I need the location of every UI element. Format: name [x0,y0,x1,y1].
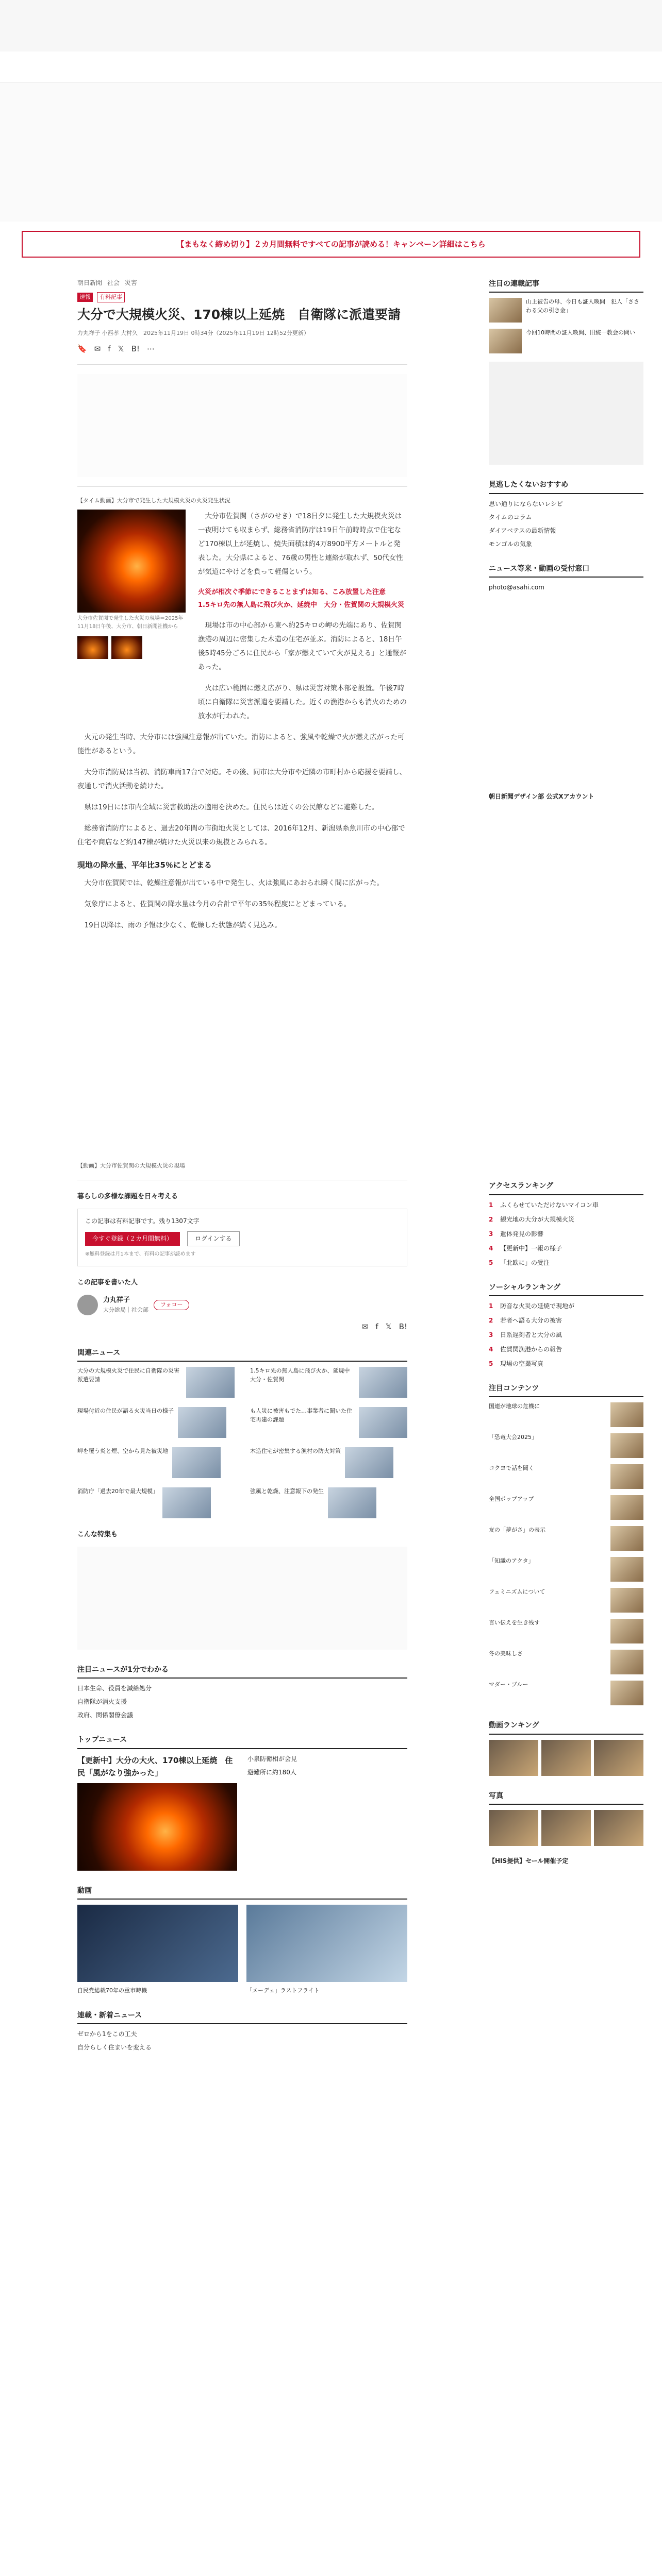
paragraph: 火元の発生当時、大分市には強風注意報が出ていた。消防によると、強風や乾燥で火が燃え広がった可能性があるという。 [77,733,405,756]
bookmark-icon[interactable]: 🔖 [77,344,87,354]
sidebar-title: ソーシャルランキング [489,1282,643,1296]
list-item[interactable]: 国連が地球の危機に [489,1402,643,1427]
sidebar-title: 写真 [489,1790,643,1805]
paragraph: 火は広い範囲に燃え広がり、県は災害対策本部を設置。午後7時頃に自衛隊に災害派遣を要請した。近くの漁港からも消火のための放水が行われた。 [198,684,407,721]
photo-carousel[interactable] [489,1810,643,1846]
ad-slot [489,805,643,1166]
list-item[interactable]: 避難所に約180人 [247,1768,296,1776]
list-item[interactable]: ゼロから1をこの工夫 [77,2030,137,2038]
ranking-item[interactable]: 5 「北欧に」の受注 [489,1259,550,1266]
list-item[interactable]: 1.5キロ先の無人島に飛び火か、延焼中 大分・佐賀関 [250,1367,407,1398]
list-item[interactable]: モンゴルの気象 [489,540,533,548]
more-icon[interactable]: ⋯ [146,344,155,354]
list-item[interactable]: 現場付近の住民が語る火災当日の様子 [77,1407,235,1438]
related-news-grid [77,1367,407,1518]
list-item[interactable]: フェミニズムについて [489,1588,643,1613]
breadcrumb-item[interactable]: 朝日新聞 [77,279,103,286]
share-bar [77,343,407,355]
breaking-badge: 速報 [77,293,93,302]
sidebar-title: 動画ランキング [489,1720,643,1734]
author-role: 大分総局｜社会部 [103,1307,148,1314]
fire-photo[interactable] [77,510,186,613]
ad-slot [77,940,407,1161]
related-news-title: 関連ニュース [77,1347,407,1362]
article-title: 大分で大規模火災、170棟以上延焼 自衛隊に派遣要請 [77,307,401,322]
paragraph: 総務省消防庁によると、過去20年間の市街地火災としては、2016年12月、新潟県糸魚川市の中心部で住宅や商店など約147棟が焼けた火災以来の規模とみられる。 [77,824,405,847]
email-icon[interactable]: ✉ [94,344,101,354]
hatena-icon[interactable]: B! [399,1321,407,1331]
list-item[interactable]: タイムのコラム [489,513,532,521]
author-heading: この記事を書いた人 [77,1279,138,1287]
sidebar-title: 注目コンテンツ [489,1383,643,1397]
ranking-item[interactable]: 1 ふくらせていただけないマイコン車 [489,1201,599,1209]
ranking-item[interactable]: 3 遺体発見の影響 [489,1230,544,1238]
follow-button[interactable]: フォロー [154,1300,189,1310]
sidebar-title: 見逃したくないおすすめ [489,479,643,494]
ranking-item[interactable]: 2 若者へ語る大分の被害 [489,1316,562,1324]
email-link[interactable]: photo@asahi.com [489,584,544,591]
video-slot [77,374,407,477]
photo-thumb[interactable] [111,636,142,659]
sale-link[interactable]: 【HIS提供】セール開催予定 [489,1857,569,1865]
sidebar [489,278,643,1870]
video-carousel[interactable] [489,1740,643,1776]
promo-link[interactable]: 朝日新聞デザイン部 公式Xアカウント [489,793,594,801]
recommend-title: こんな特集も [77,1531,118,1539]
paid-badge: 有料記事 [97,292,125,302]
list-item[interactable]: 政府、関係閣僚会議 [77,1711,134,1719]
subheading: 現地の降水量、平年比35％にとどまる [77,860,212,870]
list-item[interactable]: 自衛隊が消火支援 [77,1698,127,1706]
related-link[interactable]: 1.5キロ先の無人島に飛び火か、延焼中 大分・佐賀関の大規模火災 [198,601,405,609]
article-main [77,278,407,2056]
list-item[interactable]: 日本生命、役員を減給処分 [77,1685,152,1692]
video-title: 動画 [77,1885,407,1900]
list-item[interactable]: 木造住宅が密集する漁村の防火対策 [250,1447,407,1478]
paragraph: 19日以降は、雨の予報は少なく、乾燥した状態が続く見込み。 [77,921,282,930]
breadcrumb [77,278,407,288]
hatena-icon[interactable]: B! [131,344,140,354]
list-item[interactable]: 友の「夢がさ」の表示 [489,1526,643,1551]
register-button[interactable]: 今すぐ登録（２カ月間無料） [85,1232,180,1246]
avatar[interactable] [77,1295,98,1315]
list-item[interactable]: 今回10時間の証人喚問、旧統一教会の問い [489,329,643,353]
video-caption[interactable]: 「メーデェ」ラストフライト [246,1987,320,1994]
list-item[interactable]: 岬を覆う炎と煙、空から見た被災地 [77,1447,235,1478]
photo-caption: 大分市佐賀関で発生した火災の現場＝2025年11月18日午後、大分市、朝日新聞社機から [77,615,184,630]
related-link[interactable]: 火災が相次ぐ季節にできることまずは知る、こみ放置した注意 [198,588,386,596]
author-name[interactable]: 力丸祥子 [103,1296,130,1304]
list-item[interactable]: 冬の美味しさ [489,1650,643,1674]
byline: 力丸祥子 小西孝 大村久 2025年11月19日 0時34分（2025年11月19日 12時52分更新） [77,329,309,336]
x-icon[interactable]: 𝕏 [118,344,124,354]
ranking-item[interactable]: 4 佐賀関漁港からの報告 [489,1345,562,1353]
paywall [77,1209,407,1266]
video-thumb[interactable] [246,1905,407,1982]
breadcrumb-item[interactable]: 災害 [124,279,137,286]
list-item[interactable]: 山上被告の母、今日も証人喚問 犯人「ささわる父の引き金」 [489,298,643,323]
video-caption: 【タイム動画】大分市で発生した大規模火災の火災発生状況 [77,497,230,504]
x-icon[interactable]: 𝕏 [385,1321,392,1331]
ranking-item[interactable]: 1 防音な火災の延焼で現地が [489,1302,575,1310]
list-item[interactable]: ダイアベテスの最新情報 [489,527,556,534]
list-item[interactable]: 言い伝えを生き残す [489,1619,643,1643]
paragraph: 気象庁によると、佐賀関の降水量は今月の合計で平年の35％程度にとどまっている。 [77,900,351,909]
paragraph: 大分市佐賀関では、乾燥注意報が出ている中で発生し、火は強風にあおられ瞬く間に広がった。 [77,879,384,888]
top-news-photo[interactable] [77,1783,237,1871]
paragraph: 大分市消防局は当初、消防車両17台で対応。その後、同市は大分市や近隣の市町村から応援を要請し、夜通しで消火活動を続けた。 [77,768,407,791]
ranking-item[interactable]: 2 観光地の大分が大規模火災 [489,1215,575,1223]
photo-thumb[interactable] [77,636,108,659]
top-headline[interactable]: 【更新中】大分の大火、170棟以上延焼 住民「風がなり強かった」 [77,1755,233,1777]
timeline-title: 注目ニュースが1分でわかる [77,1664,407,1679]
email-icon[interactable]: ✉ [361,1321,369,1331]
video-caption[interactable]: 自民党総裁70年の重市時機 [77,1987,147,1994]
sidebar-title: ニュース等来・動画の受付窓口 [489,563,643,578]
paywall-note: ※無料登録は月1本まで、有料の記事が読めます [85,1251,196,1258]
ranking-item[interactable]: 3 日系遅刻者と大分の風 [489,1331,562,1338]
list-item[interactable]: も人災に被害もでた…事業者に聞いた住宅再建の課題 [250,1407,407,1438]
list-item[interactable]: 自分らしく住まいを変える [77,2044,152,2052]
ad-slot [489,596,643,792]
list-item[interactable]: 「恐竜大会2025」 [489,1433,643,1458]
paywall-title: 暮らしの多様な課題を日々考える [77,1192,178,1200]
top-news-title: トップニュース [77,1734,407,1749]
list-item[interactable]: 「知識のアクタ」 [489,1557,643,1582]
author-card [77,1295,407,1315]
paragraph: 県は19日には市内全域に災害救助法の適用を決めた。住民らは近くの公民館などに避難した。 [77,803,379,812]
list-item[interactable]: 消防庁「過去20年で最大規模」 [77,1487,235,1518]
list-item[interactable]: 大分の大規模火災で住民に自衛隊の災害派遣要請 [77,1367,235,1398]
opinion-title: 連載・新着ニュース [77,2010,407,2024]
paragraph: 現場は市の中心部から東へ約25キロの岬の先端にあり、佐賀関漁港の周辺に密集した木造の住宅が並ぶ。消防によると、18日午後5時45分ごろに住民から「家が燃えていて火が見える」と通報があった。 [198,621,406,672]
ranking-item[interactable]: 4 【更新中】一報の様子 [489,1244,562,1252]
ranking-item[interactable]: 5 現場の空撮写真 [489,1360,544,1367]
sidebar-title: 注目の連載記事 [489,278,643,293]
facebook-icon[interactable]: f [375,1321,378,1331]
video-thumb[interactable] [77,1905,238,1982]
sidebar-title: アクセスランキング [489,1180,643,1195]
list-item[interactable]: 全国ポップアップ [489,1495,643,1520]
share-bar [77,1320,407,1333]
article-lead: 大分市佐賀関（さがのせき）で18日夕に発生した大規模火災は一夜明けても収まらず、総務省消防庁は19日午前時時点で住宅など170棟以上が延焼し、焼失面積は約4万8900平方メートルと発表した。大分県によると、76歳の男性と連絡が取れず、50代女性が気道にやけどを負って軽傷という。 [198,512,403,576]
video-caption: 【動画】大分市佐賀関の大規模火災の現場 [77,1162,185,1170]
breadcrumb-item[interactable]: 社会 [107,279,120,286]
list-item[interactable]: マダー・ブルー [489,1681,643,1705]
list-item[interactable]: 小泉防衛相が会見 [247,1755,297,1762]
campaign-banner[interactable]: 【まもなく締め切り】２カ月間無料ですべての記事が読める！キャンペーン詳細はこちら [22,231,640,258]
list-item[interactable]: コクヨで話を聞く [489,1464,643,1489]
paywall-text: この記事は有料記事です。残り1307文字 [85,1217,200,1225]
ad-slot [77,1547,407,1650]
list-item[interactable]: 思い通りにならないレシピ [489,500,563,507]
login-button[interactable]: ログインする [187,1231,239,1246]
list-item[interactable]: 強風と乾燥、注意報下の発生 [250,1487,407,1518]
facebook-icon[interactable]: f [108,344,111,354]
ad-slot [489,362,643,465]
